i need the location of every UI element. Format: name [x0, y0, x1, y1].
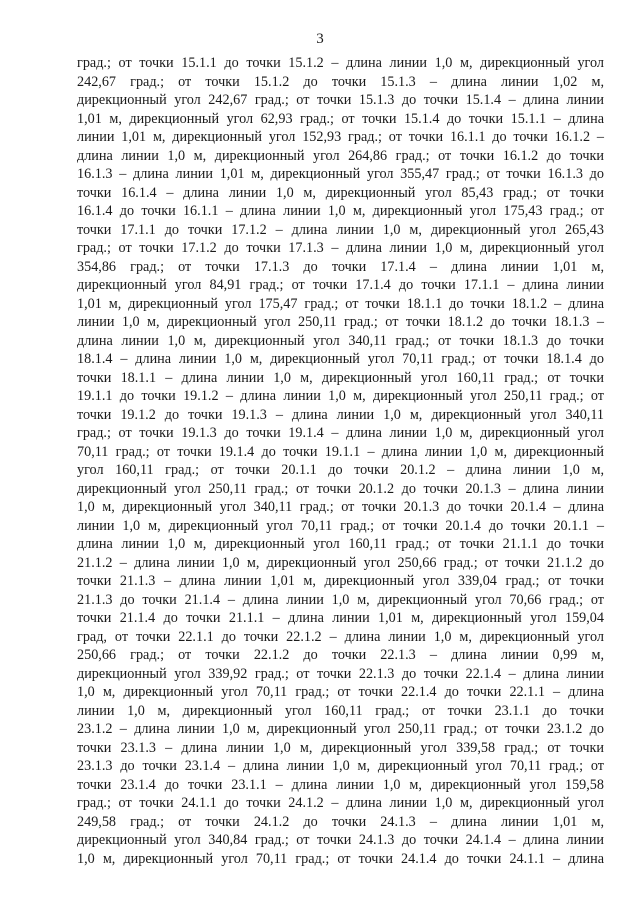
- text-line: 16.1.3 – длина линии 1,01 м, дирекционный угол 355,47 град.; от точки 16.1.3 до: [77, 166, 604, 182]
- text-line: линии 1,0 м, дирекционный угол 250,11 град.; от точки 18.1.2 до точки 18.1.3 –: [77, 314, 604, 330]
- text-line: точки 21.1.4 до точки 21.1.1 – длина линии 1,01 м, дирекционный угол 159,04: [77, 610, 604, 626]
- text-line: град.; от точки 15.1.1 до точки 15.1.2 – длина линии 1,0 м, дирекционный угол: [77, 55, 604, 71]
- text-line: 18.1.4 – длина линии 1,0 м, дирекционный угол 70,11 град.; от точки 18.1.4 до: [77, 351, 604, 367]
- text-line: град.; от точки 17.1.2 до точки 17.1.3 – длина линии 1,0 м, дирекционный угол: [77, 240, 604, 256]
- text-line: длина линии 1,0 м, дирекционный угол 160,11 град.; от точки 21.1.1 до точки: [77, 536, 604, 552]
- text-line: град, от точки 22.1.1 до точки 22.1.2 – длина линии 1,0 м, дирекционный угол: [77, 628, 604, 645]
- text-line: длина линии 1,0 м, дирекционный угол 340,11 град.; от точки 18.1.3 до точки: [77, 332, 604, 349]
- text-line: 354,86 град.; от точки 17.1.3 до точки 17.1.4 – длина линии 1,01 м,: [77, 258, 604, 275]
- text-line: 1,01 м, дирекционный угол 175,47 град.; от точки 18.1.1 до точки 18.1.2 – длина: [77, 295, 604, 312]
- text-line: точки 19.1.2 до точки 19.1.3 – длина линии 1,0 м, дирекционный угол 340,11: [77, 406, 604, 423]
- text-line: 21.1.2 – длина линии 1,0 м, дирекционный угол 250,66 град.; от точки 21.1.2 до: [77, 554, 604, 571]
- text-line: дирекционный угол 84,91 град.; от точки 17.1.4 до точки 17.1.1 – длина линии: [77, 277, 604, 293]
- text-line: точки 18.1.1 – длина линии 1,0 м, дирекционный угол 160,11 град.; от точки: [77, 369, 604, 386]
- text-line: 1,0 м, дирекционный угол 70,11 град.; от точки 22.1.4 до точки 22.1.1 – длина: [77, 684, 604, 700]
- text-line: линии 1,0 м, дирекционный угол 70,11 град.; от точки 20.1.4 до точки 20.1.1 –: [77, 517, 604, 534]
- text-line: 1,0 м, дирекционный угол 340,11 град.; от точки 20.1.3 до точки 20.1.4 – длина: [77, 499, 604, 515]
- text-line: точки 23.1.3 – длина линии 1,0 м, дирекционный угол 339,58 град.; от точки: [77, 739, 604, 756]
- text-line: 70,11 град.; от точки 19.1.4 до точки 19.1.1 – длина линии 1,0 м, дирекционный: [77, 443, 604, 460]
- document-body: [77, 54, 604, 868]
- text-line: 16.1.4 до точки 16.1.1 – длина линии 1,0 м, дирекционный угол 175,43 град.; от: [77, 203, 604, 219]
- text-line: дирекционный угол 339,92 град.; от точки 22.1.3 до точки 22.1.4 – длина линии: [77, 665, 604, 682]
- text-line: 23.1.2 – длина линии 1,0 м, дирекционный угол 250,11 град.; от точки 23.1.2 до: [77, 721, 604, 737]
- page-number: 3: [316, 31, 324, 47]
- text-line: 21.1.3 до точки 21.1.4 – длина линии 1,0 м, дирекционный угол 70,66 град.; от: [77, 591, 604, 608]
- text-line: град.; от точки 24.1.1 до точки 24.1.2 – длина линии 1,0 м, дирекционный угол: [77, 795, 604, 811]
- text-line: дирекционный угол 340,84 град.; от точки 24.1.3 до точки 24.1.4 – длина линии: [77, 832, 604, 848]
- text-line: 19.1.1 до точки 19.1.2 – длина линии 1,0 м, дирекционный угол 250,11 град.; от: [77, 388, 604, 404]
- text-line: точки 16.1.4 – длина линии 1,0 м, дирекционный угол 85,43 град.; от точки: [77, 184, 604, 201]
- text-line: 1,01 м, дирекционный угол 62,93 град.; от точки 15.1.4 до точки 15.1.1 – длина: [77, 110, 604, 127]
- text-line: 23.1.3 до точки 23.1.4 – длина линии 1,0 м, дирекционный угол 70,11 град.; от: [77, 758, 604, 774]
- text-line: точки 17.1.1 до точки 17.1.2 – длина линии 1,0 м, дирекционный угол 265,43: [77, 221, 604, 238]
- text-line: 249,58 град.; от точки 24.1.2 до точки 24.1.3 – длина линии 1,01 м,: [77, 813, 604, 830]
- text-line: 242,67 град.; от точки 15.1.2 до точки 15.1.3 – длина линии 1,02 м,: [77, 73, 604, 90]
- text-line: точки 21.1.3 – длина линии 1,01 м, дирекционный угол 339,04 град.; от точки: [77, 573, 604, 589]
- text-line: град.; от точки 19.1.3 до точки 19.1.4 – длина линии 1,0 м, дирекционный угол: [77, 425, 604, 441]
- text-line: 1,0 м, дирекционный угол 70,11 град.; от точки 24.1.4 до точки 24.1.1 – длина: [77, 850, 604, 867]
- text-line: линии 1,01 м, дирекционный угол 152,93 град.; от точки 16.1.1 до точки 16.1.2 –: [77, 129, 604, 145]
- text-line: дирекционный угол 242,67 град.; от точки 15.1.3 до точки 15.1.4 – длина линии: [77, 92, 604, 108]
- text-line: угол 160,11 град.; от точки 20.1.1 до точки 20.1.2 – длина линии 1,0 м,: [77, 462, 604, 478]
- text-line: длина линии 1,0 м, дирекционный угол 264,86 град.; от точки 16.1.2 до точки: [77, 147, 604, 164]
- text-line: 250,66 град.; от точки 22.1.2 до точки 22.1.3 – длина линии 0,99 м,: [77, 647, 604, 663]
- text-line: линии 1,0 м, дирекционный угол 160,11 град.; от точки 23.1.1 до точки: [77, 702, 604, 719]
- text-line: точки 23.1.4 до точки 23.1.1 – длина линии 1,0 м, дирекционный угол 159,58: [77, 776, 604, 793]
- text-line: дирекционный угол 250,11 град.; от точки 20.1.2 до точки 20.1.3 – длина линии: [77, 480, 604, 497]
